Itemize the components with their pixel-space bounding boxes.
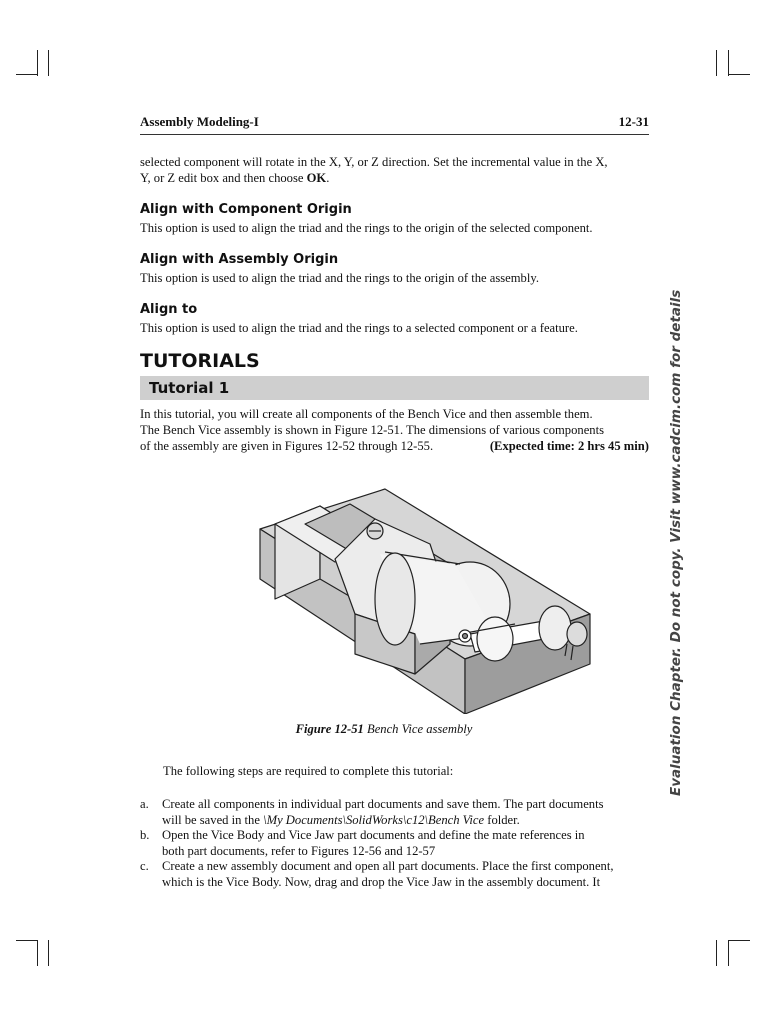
crop-mark: [48, 50, 49, 76]
list-item: [140, 827, 649, 859]
crop-mark: [16, 940, 38, 941]
crop-mark: [48, 940, 49, 966]
crop-mark: [728, 940, 750, 941]
intro-line-2: [140, 170, 649, 186]
tutorial-line-3: [140, 438, 649, 454]
running-header: [140, 114, 649, 130]
page-number: 12-31: [618, 114, 649, 129]
figure-caption-text: Bench Vice assembly: [367, 722, 473, 736]
crop-mark: [728, 50, 729, 76]
figure-caption: [0, 722, 768, 737]
section-heading: Align with Assembly Origin: [140, 252, 339, 267]
header-title: Assembly Modeling-I: [140, 114, 259, 129]
crop-mark: [728, 74, 750, 75]
list-item-line: which is the Vice Body. Now, drag and drop the Vice Jaw in the assembly document. It: [162, 875, 601, 889]
tutorial-line-1: In this tutorial, you will create all components of the Bench Vice and then assemble them.: [140, 407, 593, 421]
list-item-label: c.: [140, 859, 149, 873]
list-item-label: a.: [140, 797, 149, 811]
list-item-label: b.: [140, 828, 150, 842]
tutorial-paragraph: [140, 406, 649, 454]
intro-line-2-end: .: [326, 171, 330, 185]
list-item-line: Create all components in individual part documents and save them. The part documents: [162, 797, 604, 811]
list-item: [140, 858, 649, 890]
list-item-line: Open the Vice Body and Vice Jaw part documents and define the mate references in: [162, 828, 585, 842]
section-text: This option is used to align the triad and the rings to a selected component or a feature.: [140, 321, 578, 335]
tutorials-heading: TUTORIALS: [140, 350, 260, 372]
intro-line-1: selected component will rotate in the X, Y, or Z direction. Set the incremental value in the X,: [140, 155, 608, 169]
tutorial-bar: [140, 376, 649, 400]
section-heading: Align with Component Origin: [140, 202, 352, 217]
header-rule: [140, 134, 649, 135]
section-heading: Align to: [140, 302, 198, 317]
crop-mark: [37, 940, 38, 966]
intro-line-2-text: Y, or Z edit box and then choose: [140, 171, 307, 185]
crop-mark: [716, 50, 717, 76]
list-item-line: both part documents, refer to Figures 12-56 and 12-57: [162, 844, 436, 858]
expected-time: (Expected time: 2 hrs 45 min): [489, 439, 649, 453]
list-item-text: folder.: [484, 813, 520, 827]
folder-path: \My Documents\SolidWorks\c12\Bench Vice: [263, 813, 485, 827]
steps-intro: The following steps are required to complete this tutorial:: [163, 764, 454, 778]
section-text: This option is used to align the triad and the rings to the origin of the selected component.: [140, 221, 593, 235]
tutorial-bar-title: Tutorial 1: [149, 379, 230, 397]
list-item-text: will be saved in the: [162, 813, 264, 827]
crop-mark: [16, 74, 38, 75]
crop-mark: [37, 50, 38, 76]
section-text: This option is used to align the triad and the rings to the origin of the assembly.: [140, 271, 539, 285]
tutorial-line-3-text: of the assembly are given in Figures 12-52 through 12-55.: [140, 439, 434, 453]
list-item: [140, 796, 649, 828]
evaluation-watermark: Evaluation Chapter. Do not copy. Visit www.cadcim.com for details: [668, 289, 684, 796]
intro-paragraph: [140, 154, 649, 186]
bench-vice-illustration: [255, 484, 595, 714]
list-item-line: Create a new assembly document and open all part documents. Place the first component,: [162, 859, 614, 873]
bench-vice-figure: [255, 484, 595, 714]
tutorial-line-2: The Bench Vice assembly is shown in Figure 12-51. The dimensions of various components: [140, 423, 604, 437]
crop-mark: [716, 940, 717, 966]
list-item-line: [162, 812, 649, 828]
ok-keyword: OK: [306, 171, 327, 185]
crop-mark: [728, 940, 729, 966]
figure-caption-label: Figure 12-51: [295, 722, 364, 736]
